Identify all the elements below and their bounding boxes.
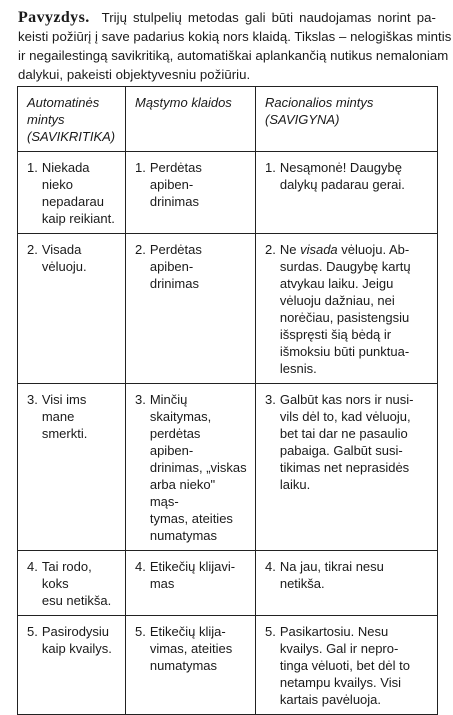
- intro-line-4: dalykui, pakeisti objektyvesniu požiūriu.: [18, 67, 251, 82]
- table-row: [18, 384, 438, 551]
- intro-line-3: ir negailestingą savikritiką, automatiškai aplankančią nutikus nemaloniam: [18, 48, 449, 63]
- cell-automatic-thought: 1. Niekada nieko nepadarau kaip reikiant.: [18, 152, 126, 234]
- cell-automatic-thought: 4. Tai rodo, koks esu netikša.: [18, 551, 126, 616]
- table-row: [18, 152, 438, 234]
- table-row: [18, 551, 438, 616]
- cell-thinking-error: 3. Minčių skaitymas, perdėtas apiben- drinimas, „viskas arba nieko" mąs- tymas, ateities numatymas: [126, 384, 256, 551]
- header-automatic-thoughts: Automatinės mintys (SAVIKRITIKA): [18, 87, 126, 152]
- intro-line-1: Pavyzdys. Trijų stulpelių metodas gali būti naudojamas norint pa-: [18, 9, 436, 26]
- cell-rational-thought: 4. Na jau, tikrai nesu netikša.: [256, 551, 438, 616]
- header-rational-thoughts: Racionalios mintys (SAVIGYNA): [256, 87, 438, 152]
- cell-automatic-thought: 2. Visada vėluoju.: [18, 234, 126, 384]
- cell-rational-thought: 1. Nesąmonė! Daugybę dalykų padarau gerai.: [256, 152, 438, 234]
- cell-thinking-error: 5. Etikečių klija- vimas, ateities numatymas: [126, 616, 256, 715]
- cell-thinking-error: 4. Etikečių klijavi- mas: [126, 551, 256, 616]
- cell-automatic-thought: 3. Visi ims mane smerkti.: [18, 384, 126, 551]
- example-heading: Pavyzdys.: [18, 9, 90, 26]
- cell-rational-thought: 2. Ne visada vėluoju. Ab- surdas. Daugybę kartų atvykau laiku. Jeigu vėluoju dažniau, nei norėčiau, pasistengsiu išspręsti šią bėdą ir išmoksiu būti punktua- lesnis.: [256, 234, 438, 384]
- cell-rational-thought: 3. Galbūt kas nors ir nusi- vils dėl to, kad vėluoju, bet tai dar ne pasaulio pabaiga. Galbūt susi- tikimas net neprasidės laiku.: [256, 384, 438, 551]
- table-row: [18, 616, 438, 715]
- intro-line-2: keisti požiūrį į save padarius kokią nors klaidą. Tikslas – nelogiškas mintis: [18, 29, 452, 44]
- three-column-table: [17, 86, 438, 715]
- emphasized-word: visada: [300, 242, 338, 257]
- table-header-row: [18, 87, 438, 152]
- cell-rational-thought: 5. Pasikartosiu. Nesu kvailys. Gal ir nepro- tinga vėluoti, bet dėl to netampu kvailys. Visi kartais pavėluoja.: [256, 616, 438, 715]
- intro-paragraph: [18, 8, 452, 84]
- cell-automatic-thought: 5. Pasirodysiu kaip kvailys.: [18, 616, 126, 715]
- cell-thinking-error: 1. Perdėtas apiben- drinimas: [126, 152, 256, 234]
- cell-thinking-error: 2. Perdėtas apiben- drinimas: [126, 234, 256, 384]
- table-row: [18, 234, 438, 384]
- header-thinking-errors: Mąstymo klaidos: [126, 87, 256, 152]
